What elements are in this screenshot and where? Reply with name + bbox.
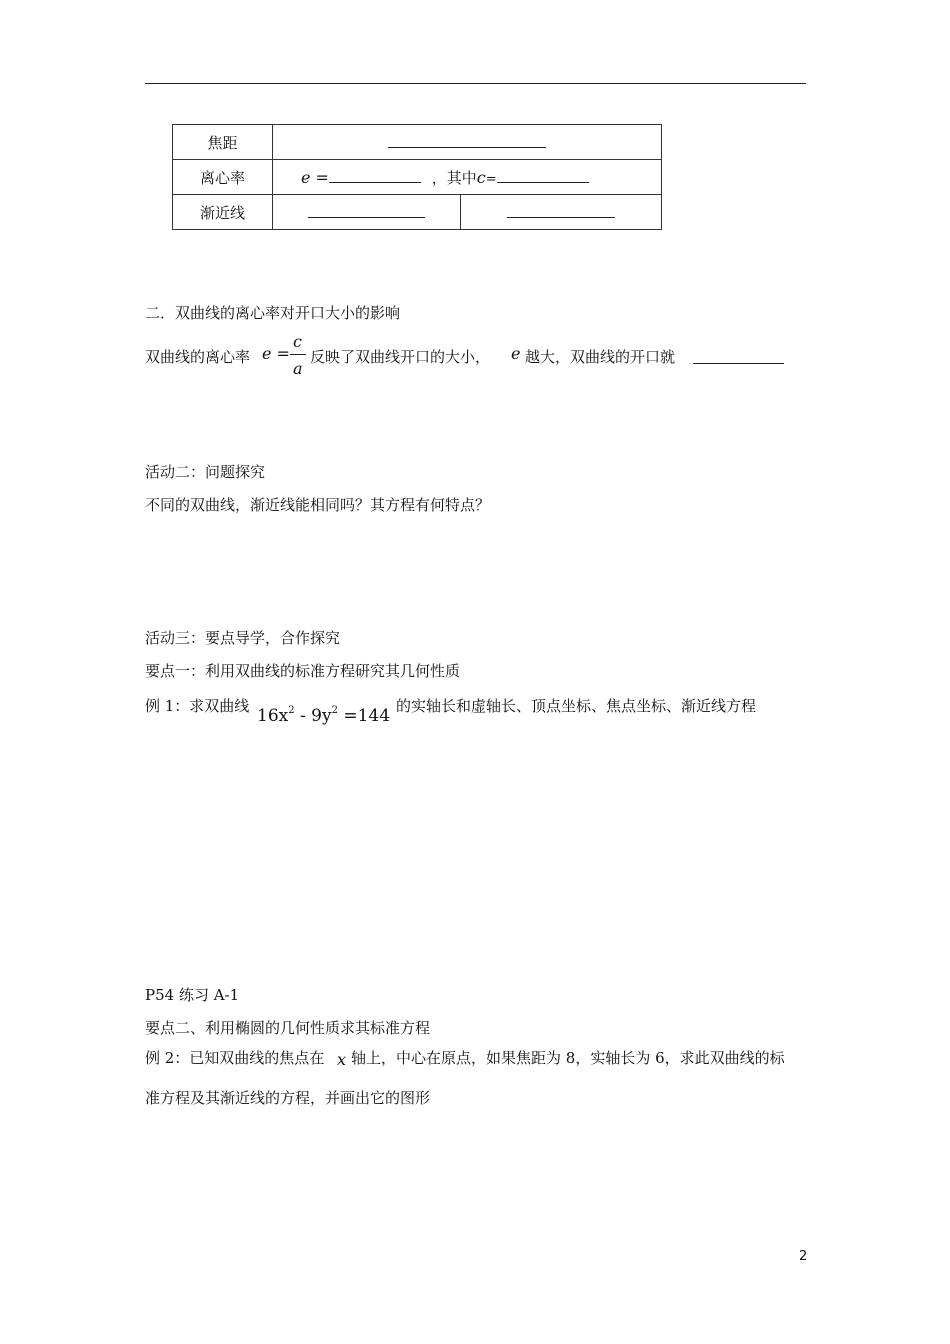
row-label-focal-distance: 焦距 (173, 125, 273, 160)
where-text: ，其中 (431, 168, 477, 187)
hyperbola-properties-table (172, 124, 662, 230)
eq-exp-2: 2 (331, 705, 338, 716)
table-row (173, 125, 662, 160)
eq-exp-1: 2 (288, 705, 295, 716)
eccentricity-e-eq: e = (262, 344, 290, 363)
header-rule (145, 83, 806, 84)
c-var: c (476, 167, 486, 187)
row-label-eccentricity: 离心率 (173, 160, 273, 195)
fraction-bar (290, 354, 306, 355)
example1-prefix: 例 1：求双曲线 (145, 697, 250, 715)
opening-blank (693, 348, 784, 364)
focal-distance-blank (388, 132, 546, 148)
asymptote-blank-1 (308, 202, 425, 218)
eccentricity-line-mid: 反映了双曲线开口的大小， (310, 348, 491, 366)
e-variable: e (511, 344, 521, 363)
example2-x-var: x (337, 1050, 347, 1069)
fraction-numerator: c (293, 332, 302, 351)
point1-text: 要点一：利用双曲线的标准方程研究其几何性质 (145, 662, 461, 680)
e-equals: e = (301, 167, 329, 187)
activity2-question: 不同的双曲线，渐近线能相同吗？其方程有何特点？ (145, 496, 491, 514)
table-row (173, 195, 662, 230)
row-label-asymptote: 渐近线 (173, 195, 273, 230)
asymptote-blank-2 (507, 202, 615, 218)
activity2-heading: 活动二：问题探究 (145, 463, 266, 481)
eq-term-16x: 16x (257, 706, 289, 726)
eq-term-rhs: =144 (337, 706, 391, 726)
activity3-heading: 活动三：要点导学，合作探究 (145, 629, 341, 647)
table-row (173, 160, 662, 195)
page-number: 2 (799, 1249, 808, 1264)
eccentricity-line-suffix: 越大，双曲线的开口就 (525, 348, 676, 366)
example1-suffix: 的实轴长和虚轴长、顶点坐标、焦点坐标、渐近线方程 (396, 697, 757, 715)
example2-suffix: 轴上，中心在原点，如果焦距为 8，实轴长为 6，求此双曲线的标 (351, 1049, 785, 1067)
eccentricity-blank (329, 167, 421, 183)
example2-line2: 准方程及其渐近线的方程，并画出它的图形 (145, 1089, 431, 1107)
point2-text: 要点二、利用椭圆的几何性质求其标准方程 (145, 1019, 431, 1037)
c-equals: = (485, 171, 497, 187)
eccentricity-line-prefix: 双曲线的离心率 (145, 348, 251, 366)
section2-heading: 二．双曲线的离心率对开口大小的影响 (145, 304, 401, 322)
fraction-denominator: a (293, 359, 303, 378)
eccentricity-cell (273, 160, 662, 195)
asymptote-cell-1 (273, 195, 461, 230)
focal-distance-cell (273, 125, 662, 160)
example1-equation (257, 705, 390, 726)
c-blank (497, 167, 589, 183)
practice-reference: P54 练习 A-1 (145, 986, 240, 1004)
eq-term-9y: - 9y (294, 706, 332, 726)
asymptote-cell-2 (461, 195, 662, 230)
example2-prefix: 例 2：已知双曲线的焦点在 (145, 1049, 325, 1067)
